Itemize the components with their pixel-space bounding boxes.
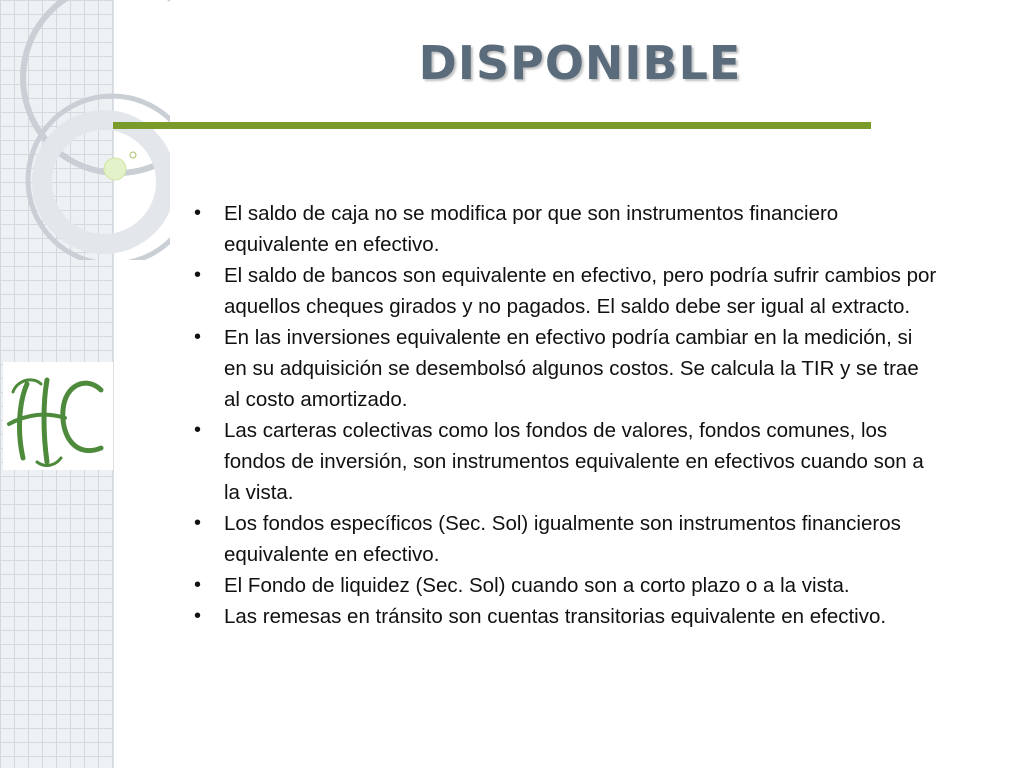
- bullet-text: Los fondos específicos (Sec. Sol) igualmente son instrumentos financieros equivalente en efectivo.: [224, 512, 901, 566]
- bullet-item: [192, 198, 937, 260]
- hc-monogram-icon: [3, 362, 113, 470]
- bullet-dot-icon: •: [194, 202, 202, 224]
- bullet-text: En las inversiones equivalente en efectivo podría cambiar en la medición, si en su adquisición se desembolsó algunos costos. Se calcula la TIR y se trae al costo amortizado.: [224, 326, 919, 411]
- bullet-text: Las remesas en tránsito son cuentas transitorias equivalente en efectivo.: [224, 605, 887, 628]
- bullet-dot-icon: •: [194, 264, 202, 286]
- bullet-text: El Fondo de liquidez (Sec. Sol) cuando son a corto plazo o a la vista.: [224, 574, 850, 597]
- bullet-list-container: [192, 198, 937, 632]
- title-underline-bar: [113, 122, 871, 129]
- bullet-item: [192, 260, 937, 322]
- bullet-item: [192, 570, 937, 601]
- bullet-text: El saldo de caja no se modifica por que son instrumentos financiero equivalente en efectivo.: [224, 202, 839, 256]
- hc-logo: [3, 362, 113, 470]
- bullet-item: [192, 322, 937, 415]
- bullet-item: [192, 415, 937, 508]
- bullet-dot-icon: •: [194, 605, 202, 627]
- bullet-text: El saldo de bancos son equivalente en efectivo, pero podría sufrir cambios por aquellos cheques girados y no pagados. El saldo debe ser igual al extracto.: [224, 264, 937, 318]
- bullet-dot-icon: •: [194, 326, 202, 348]
- decorative-circles-icon: [0, 0, 170, 260]
- bullet-item: [192, 508, 937, 570]
- bullet-text: Las carteras colectivas como los fondos de valores, fondos comunes, los fondos de inversión, son instrumentos equivalente en efectivos cuando son a la vista.: [224, 419, 924, 504]
- bullet-item: [192, 601, 937, 632]
- bullet-dot-icon: •: [194, 419, 202, 441]
- slide-title: DISPONIBLE: [418, 36, 742, 90]
- bullet-dot-icon: •: [194, 574, 202, 596]
- bullet-list: [192, 198, 937, 632]
- bullet-dot-icon: •: [194, 512, 202, 534]
